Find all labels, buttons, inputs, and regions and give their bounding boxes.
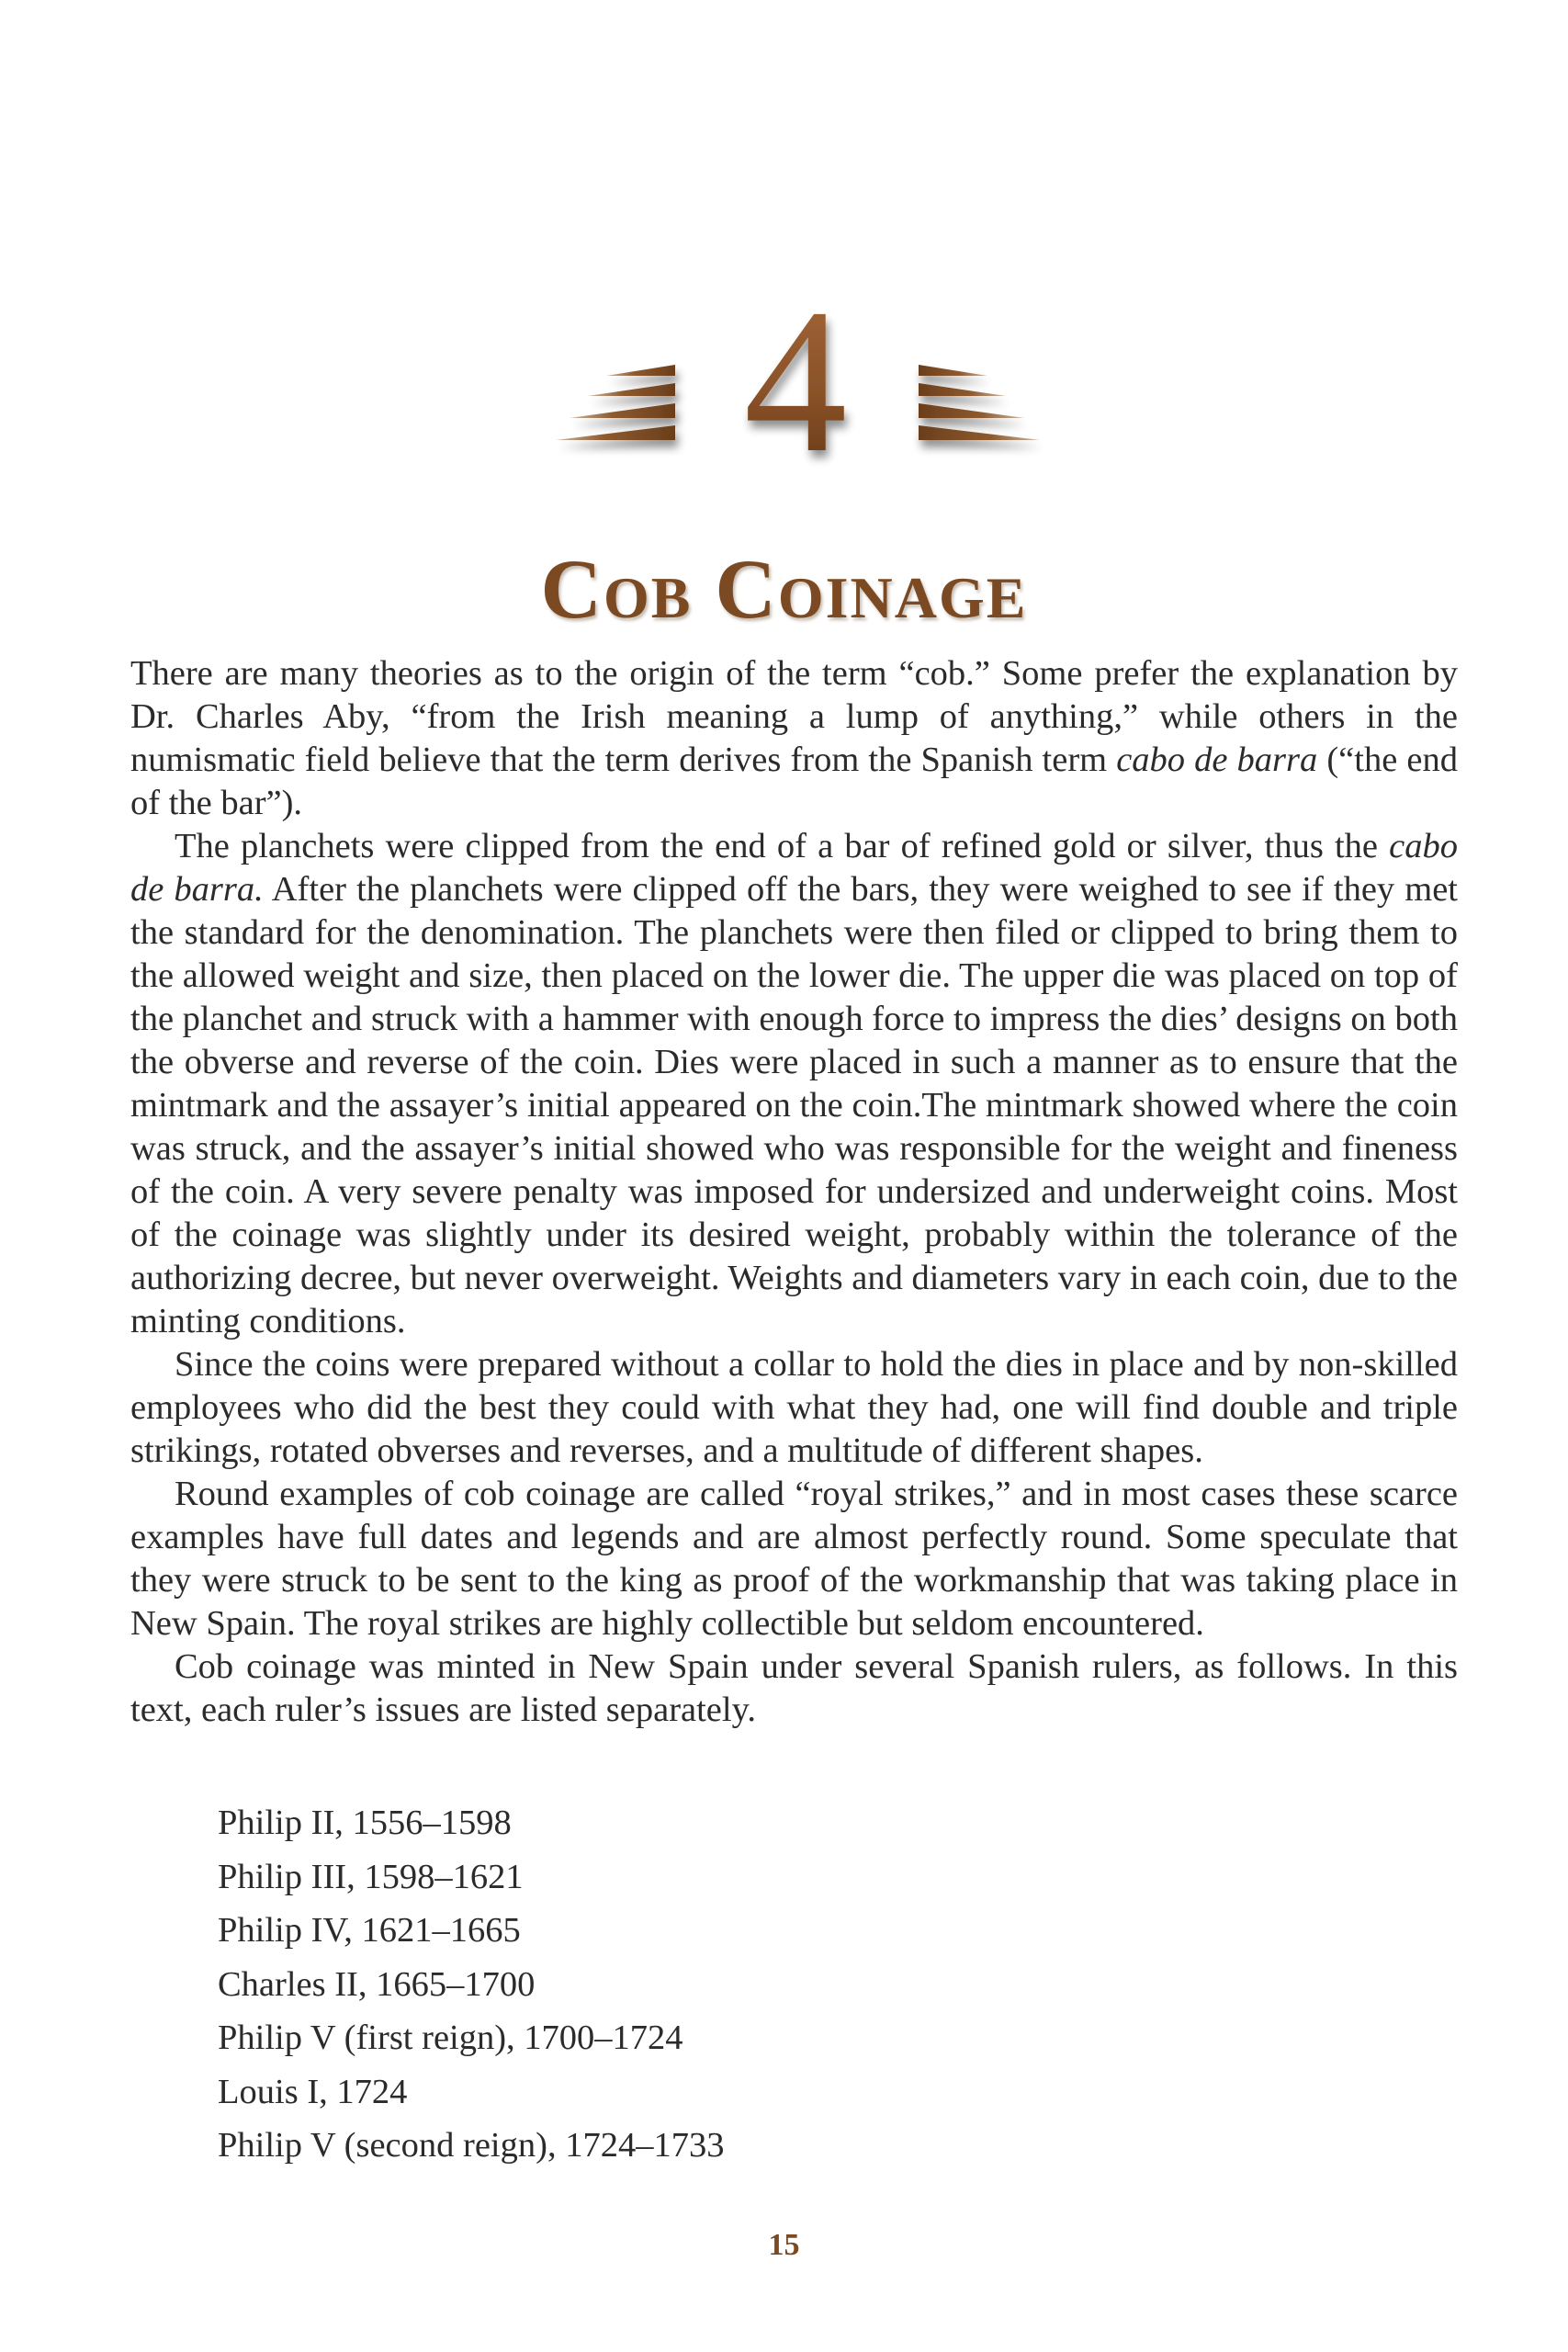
- paragraph-2: [130, 825, 1458, 1343]
- list-item: Philip II, 1556–1598: [218, 1804, 512, 1842]
- rulers-list: [218, 1796, 724, 2173]
- list-item: Philip III, 1598–1621: [218, 1857, 524, 1896]
- page-number: 15: [768, 2228, 800, 2262]
- chapter-number: 4: [743, 280, 848, 478]
- paragraph-1-italic-term: cabo de barra: [1116, 741, 1318, 779]
- list-item: Philip V (first reign), 1700–1724: [218, 2018, 683, 2057]
- paragraph-2-italic-term: cabo de barra.: [130, 827, 1458, 909]
- list-item: Louis I, 1724: [218, 2072, 408, 2111]
- chapter-number-graphic: [0, 280, 1568, 478]
- paragraph-3: Since the coins were prepared without a collar to hold the dies in place and by non-skilled employees who did the best they could with what they had, one will find double and triple strikings, rotated obverses and reverses, and a multitude of different shapes.: [130, 1345, 1458, 1470]
- paragraph-5: Cob coinage was minted in New Spain under several Spanish rulers, as follows. In this text, each ruler’s issues are listed separately.: [130, 1647, 1458, 1729]
- right-ornament-bars: [919, 365, 1040, 440]
- left-ornament-bars: [556, 365, 675, 440]
- list-item: Philip V (second reign), 1724–1733: [218, 2126, 725, 2165]
- paragraph-4: Round examples of cob coinage are called “royal strikes,” and in most cases these scarce examples have full dates and legends and are almost perfectly round. Some speculate that they were struck to be sent to the king as proof of the workmanship that was taking place in New Spain. The royal strikes are highly collectible but seldom encountered.: [130, 1475, 1458, 1643]
- paragraph-1-text-b: (“the end of the bar”).: [130, 741, 1458, 822]
- paragraph-1: [130, 652, 1458, 825]
- paragraph-2-text-b: After the planchets were clipped off the bars, they were weighed to see if they met the standard for the denomination. The planchets were then filed or clipped to bring them to the allowed weight and size, then placed on the lower die. The upper die was placed on top of the planchet and struck with a hammer with enough force to impress the dies’ designs on both the obverse and reverse of the coin. Dies were placed in such a manner as to ensure that the mintmark and the assayer’s initial appeared on the coin.The mintmark showed where the coin was struck, and the assayer’s initial showed who was responsible for the weight and fineness of the coin. A very severe penalty was imposed for undersized and underweight coins. Most of the coinage was slightly under its desired weight, probably within the tolerance of the authorizing decree, but never overweight. Weights and diameters vary in each coin, due to the minting conditions.: [130, 870, 1458, 1340]
- chapter-ornament: [0, 280, 1568, 478]
- list-item: Philip IV, 1621–1665: [218, 1911, 521, 1950]
- list-item: Charles II, 1665–1700: [218, 1964, 536, 2004]
- paragraph-2-text-a: The planchets were clipped from the end of a bar of refined gold or silver, thus the: [175, 827, 1390, 865]
- chapter-body: [130, 652, 1458, 1732]
- chapter-title: Cob Coinage: [540, 542, 1028, 636]
- paragraph-1-text-a: There are many theories as to the origin of the term “cob.” Some prefer the explanation by Dr. Charles Aby, “from the Irish meaning a lump of anything,” while others in the numismatic field believe that the term derives from the Spanish term: [130, 654, 1458, 779]
